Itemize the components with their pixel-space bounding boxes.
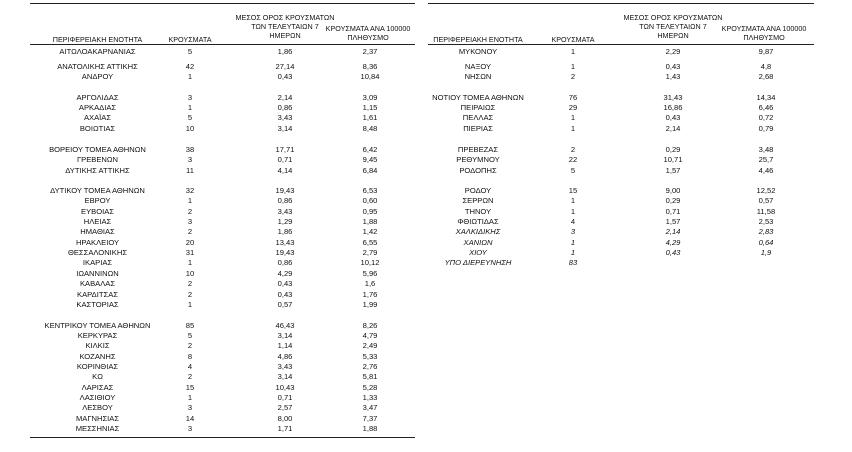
left-bottom-rule <box>30 437 415 438</box>
table-row <box>30 62 415 72</box>
table-row <box>30 186 415 196</box>
cell-region: ΣΕΡΡΩΝ <box>462 196 494 205</box>
cell-cases: 10 <box>185 124 195 133</box>
header-cases <box>160 35 220 44</box>
table-row <box>30 393 415 403</box>
cell-per100k: 1,6 <box>364 279 376 288</box>
cell-per100k: 10,84 <box>360 72 380 81</box>
cell-per100k: 0,79 <box>758 124 774 133</box>
cell-region: ΑΡΚΑΔΙΑΣ <box>78 103 117 112</box>
header-region-label: ΠΕΡΙΦΕΡΕΙΑΚΗ ΕΝΟΤΗΤΑ <box>52 35 143 44</box>
cell-region: ΗΡΑΚΛΕΙΟΥ <box>75 238 120 247</box>
cell-per100k: 6,55 <box>362 238 378 247</box>
cell-per100k: 8,26 <box>362 321 378 330</box>
table-row <box>30 279 415 289</box>
header-avg7-line2: ΤΩΝ ΤΕΛΕΥΤΑΙΩΝ 7 <box>251 22 319 31</box>
left-top-rule <box>30 3 415 4</box>
cell-region: ΤΗΝΟΥ <box>464 207 492 216</box>
cell-region: ΠΕΙΡΑΙΩΣ <box>460 103 496 112</box>
cell-per100k: 4,79 <box>362 331 378 340</box>
cell-avg7: 17,71 <box>275 145 295 154</box>
cell-per100k: 12,52 <box>756 186 776 195</box>
table-row <box>30 403 415 413</box>
cell-region: ΒΟΙΩΤΙΑΣ <box>79 124 116 133</box>
cell-cases: 29 <box>568 103 578 112</box>
table-row <box>30 93 415 103</box>
cell-cases: 2 <box>570 145 576 154</box>
cell-cases: 1 <box>570 124 576 133</box>
cell-avg7: 1,86 <box>277 227 293 236</box>
cell-region: ΙΩΑΝΝΙΝΩΝ <box>76 269 119 278</box>
table-row <box>30 248 415 258</box>
header-avg7-right-line1: ΜΕΣΟΣ ΟΡΟΣ ΚΡΟΥΣΜΑΤΩΝ <box>623 13 723 22</box>
table-row <box>428 47 814 57</box>
cell-per100k: 1,42 <box>362 227 378 236</box>
left-table <box>30 0 415 452</box>
cell-cases: 1 <box>570 196 576 205</box>
cell-cases: 11 <box>186 166 194 175</box>
cell-region: ΜΕΣΣΗΝΙΑΣ <box>75 424 120 433</box>
cell-per100k: 2,49 <box>362 341 378 350</box>
cell-avg7: 1,57 <box>665 166 681 175</box>
cell-region: ΚΙΛΚΙΣ <box>85 341 110 350</box>
cell-cases: 1 <box>570 47 576 56</box>
table-row <box>428 238 814 248</box>
cell-cases: 20 <box>185 238 195 247</box>
cell-avg7: 0,29 <box>665 196 681 205</box>
cell-avg7: 2,14 <box>665 227 681 236</box>
table-row <box>30 321 415 331</box>
table-row <box>30 269 415 279</box>
cell-cases: 1 <box>187 393 193 402</box>
cell-cases: 5 <box>187 113 193 122</box>
cell-region: ΠΕΛΛΑΣ <box>462 113 494 122</box>
table-row <box>30 217 415 227</box>
table-row <box>30 362 415 372</box>
cell-region: ΕΥΒΟΙΑΣ <box>81 207 114 216</box>
table-row <box>30 238 415 248</box>
cell-avg7: 4,29 <box>665 238 681 247</box>
cell-cases: 2 <box>187 279 193 288</box>
cell-per100k: 8,36 <box>362 62 378 71</box>
cell-per100k: 2,83 <box>758 227 774 236</box>
cell-per100k: 0,72 <box>758 113 774 122</box>
cell-avg7: 10,43 <box>275 383 295 392</box>
cell-cases: 1 <box>570 113 576 122</box>
cell-per100k: 9,87 <box>758 47 774 56</box>
cell-region: ΑΧΑΪΑΣ <box>83 113 112 122</box>
cell-region: ΗΛΕΙΑΣ <box>83 217 112 226</box>
header-per100k-line2: ΠΛΗΘΥΣΜΟ <box>347 33 389 42</box>
cell-cases: 1 <box>570 238 576 247</box>
cell-per100k: 4,8 <box>760 62 772 71</box>
table-row <box>30 383 415 393</box>
cell-avg7: 4,86 <box>277 352 293 361</box>
cell-cases: 3 <box>187 424 193 433</box>
cell-cases: 1 <box>570 207 576 216</box>
cell-cases: 42 <box>185 62 195 71</box>
table-row <box>428 166 814 176</box>
cell-avg7: 1,14 <box>277 341 293 350</box>
cell-per100k: 5,28 <box>362 383 378 392</box>
cell-per100k: 5,96 <box>362 269 378 278</box>
cell-per100k: 9,45 <box>362 155 378 164</box>
cell-avg7: 3,14 <box>277 331 293 340</box>
cell-region: ΚΕΝΤΡΙΚΟΥ ΤΟΜΕΑ ΑΘΗΝΩΝ <box>44 321 151 330</box>
cell-region: ΑΝΑΤΟΛΙΚΗΣ ΑΤΤΙΚΗΣ <box>57 62 138 71</box>
table-row <box>428 227 814 237</box>
table-row <box>428 258 814 268</box>
cell-cases: 14 <box>185 414 195 423</box>
cell-per100k: 2,37 <box>362 47 378 56</box>
cell-avg7: 0,71 <box>277 393 293 402</box>
header-avg7-line3: ΗΜΕΡΩΝ <box>269 31 301 40</box>
cell-cases: 5 <box>187 47 193 56</box>
cell-avg7: 3,43 <box>277 207 293 216</box>
table-row <box>428 217 814 227</box>
cell-avg7: 3,14 <box>277 372 293 381</box>
cell-cases: 1 <box>187 258 193 267</box>
left-header-rule <box>30 44 415 45</box>
cell-region: ΠΙΕΡΙΑΣ <box>463 124 493 133</box>
cell-region: ΡΟΔΟΥ <box>464 186 492 195</box>
cell-avg7: 16,86 <box>663 103 683 112</box>
cell-avg7: 0,43 <box>277 290 293 299</box>
cell-cases: 2 <box>187 207 193 216</box>
cell-avg7: 1,29 <box>277 217 293 226</box>
cell-avg7: 4,29 <box>277 269 293 278</box>
table-row <box>30 166 415 176</box>
cell-avg7: 46,43 <box>275 321 295 330</box>
cell-per100k: 3,47 <box>362 403 378 412</box>
cell-region: ΗΜΑΘΙΑΣ <box>80 227 115 236</box>
cell-avg7: 2,57 <box>277 403 293 412</box>
table-row <box>30 124 415 134</box>
cell-per100k: 1,76 <box>362 290 378 299</box>
header-avg7-right-line2: ΤΩΝ ΤΕΛΕΥΤΑΙΩΝ 7 <box>639 22 707 31</box>
cell-cases: 2 <box>187 372 193 381</box>
cell-per100k: 3,09 <box>362 93 378 102</box>
cell-avg7: 3,43 <box>277 113 293 122</box>
cell-cases: 2 <box>187 227 193 236</box>
cell-cases: 3 <box>570 227 576 236</box>
cell-avg7: 0,43 <box>277 279 293 288</box>
cell-region: ΝΟΤΙΟΥ ΤΟΜΕΑ ΑΘΗΝΩΝ <box>432 93 524 102</box>
cell-avg7: 0,86 <box>277 103 293 112</box>
cell-cases: 1 <box>187 300 193 309</box>
cell-per100k: 1,88 <box>362 424 378 433</box>
cell-avg7: 10,71 <box>663 155 683 164</box>
header-cases-right <box>543 35 603 44</box>
table-row <box>30 290 415 300</box>
cell-region: ΚΩ <box>92 372 103 381</box>
header-avg7-right-line3: ΗΜΕΡΩΝ <box>657 31 689 40</box>
cell-cases: 1 <box>187 72 193 81</box>
cell-region: ΝΗΣΩΝ <box>464 72 492 81</box>
cell-per100k: 11,58 <box>756 207 776 216</box>
cell-cases: 83 <box>568 258 578 267</box>
cell-cases: 38 <box>185 145 195 154</box>
cell-per100k: 1,33 <box>362 393 378 402</box>
cell-cases: 85 <box>185 321 195 330</box>
cell-avg7: 0,57 <box>277 300 293 309</box>
cell-cases: 31 <box>185 248 195 257</box>
cell-cases: 22 <box>568 155 578 164</box>
cell-cases: 1 <box>570 248 576 257</box>
cell-avg7: 8,00 <box>277 414 293 423</box>
cell-cases: 3 <box>187 403 193 412</box>
cell-avg7: 0,86 <box>277 258 293 267</box>
cell-region: ΚΑΣΤΟΡΙΑΣ <box>76 300 119 309</box>
cell-region: ΧΑΛΚΙΔΙΚΗΣ <box>455 227 501 236</box>
cell-avg7: 13,43 <box>275 238 295 247</box>
header-per100k-right <box>714 24 814 42</box>
cell-region: ΔΥΤΙΚΗΣ ΑΤΤΙΚΗΣ <box>65 166 130 175</box>
cell-cases: 3 <box>187 217 193 226</box>
table-row <box>30 103 415 113</box>
cell-region: ΛΑΡΙΣΑΣ <box>81 383 114 392</box>
cell-region: ΧΑΝΙΩΝ <box>463 238 493 247</box>
cell-region: ΛΑΣΙΘΙΟΥ <box>79 393 116 402</box>
table-row <box>30 47 415 57</box>
table-row <box>30 207 415 217</box>
cell-cases: 2 <box>570 72 576 81</box>
table-row <box>30 414 415 424</box>
cell-region: ΧΙΟΥ <box>469 248 487 257</box>
cell-avg7: 1,43 <box>665 72 681 81</box>
cell-per100k: 1,15 <box>362 103 378 112</box>
header-avg7-line1: ΜΕΣΟΣ ΟΡΟΣ ΚΡΟΥΣΜΑΤΩΝ <box>235 13 335 22</box>
right-table <box>428 0 814 452</box>
cell-cases: 4 <box>570 217 576 226</box>
header-cases-label: ΚΡΟΥΣΜΑΤΑ <box>168 35 212 44</box>
cell-per100k: 3,48 <box>758 145 774 154</box>
cell-cases: 3 <box>187 93 193 102</box>
cell-per100k: 1,88 <box>362 217 378 226</box>
cell-avg7: 1,86 <box>277 47 293 56</box>
cell-region: ΝΑΞΟΥ <box>464 62 492 71</box>
cell-avg7: 3,43 <box>277 362 293 371</box>
cell-cases: 76 <box>568 93 578 102</box>
table-row <box>428 93 814 103</box>
cell-per100k: 5,81 <box>362 372 378 381</box>
table-row <box>428 62 814 72</box>
cell-cases: 32 <box>185 186 195 195</box>
cell-cases: 1 <box>570 62 576 71</box>
cell-per100k: 1,99 <box>362 300 378 309</box>
cell-region: ΦΘΙΩΤΙΔΑΣ <box>457 217 499 226</box>
table-row <box>30 331 415 341</box>
cell-cases: 15 <box>185 383 195 392</box>
table-row <box>30 145 415 155</box>
cell-region: ΚΟΡΙΝΘΙΑΣ <box>76 362 119 371</box>
cell-region: ΘΕΣΣΑΛΟΝΙΚΗΣ <box>67 248 128 257</box>
cell-per100k: 0,57 <box>758 196 774 205</box>
cell-avg7: 1,71 <box>277 424 293 433</box>
cell-cases: 10 <box>185 269 195 278</box>
cell-avg7: 19,43 <box>275 186 295 195</box>
cell-region: ΠΡΕΒΕΖΑΣ <box>457 145 499 154</box>
cell-per100k: 6,84 <box>362 166 378 175</box>
cell-region: ΥΠΟ ΔΙΕΡΕΥΝΗΣΗ <box>444 258 512 267</box>
table-row <box>428 124 814 134</box>
cell-cases: 15 <box>568 186 578 195</box>
header-region <box>30 35 165 44</box>
cell-cases: 2 <box>187 341 193 350</box>
cell-per100k: 10,12 <box>360 258 380 267</box>
cell-region: ΜΥΚΟΝΟΥ <box>458 47 498 56</box>
table-row <box>428 186 814 196</box>
cell-cases: 1 <box>187 196 193 205</box>
table-row <box>428 196 814 206</box>
cell-region: ΕΒΡΟΥ <box>84 196 111 205</box>
cell-per100k: 2,68 <box>758 72 774 81</box>
cell-per100k: 4,46 <box>758 166 774 175</box>
table-row <box>30 352 415 362</box>
cell-avg7: 31,43 <box>663 93 683 102</box>
table-row <box>30 155 415 165</box>
cell-per100k: 6,46 <box>758 103 774 112</box>
table-row <box>428 145 814 155</box>
cell-cases: 4 <box>187 362 193 371</box>
cell-avg7: 9,00 <box>665 186 681 195</box>
cell-avg7: 0,43 <box>665 113 681 122</box>
cell-avg7: 0,71 <box>665 207 681 216</box>
header-per100k <box>318 24 418 42</box>
table-row <box>30 372 415 382</box>
cell-region: ΜΑΓΝΗΣΙΑΣ <box>75 414 120 423</box>
cell-per100k: 2,76 <box>362 362 378 371</box>
table-row <box>30 300 415 310</box>
table-row <box>428 207 814 217</box>
cell-region: ΚΑΡΔΙΤΣΑΣ <box>77 290 118 299</box>
cell-avg7: 2,14 <box>277 93 293 102</box>
cell-region: ΑΡΓΟΛΙΔΑΣ <box>76 93 119 102</box>
cell-cases: 5 <box>570 166 576 175</box>
cell-per100k: 0,64 <box>758 238 774 247</box>
cell-per100k: 14,34 <box>756 93 776 102</box>
cell-region: ΔΥΤΙΚΟΥ ΤΟΜΕΑ ΑΘΗΝΩΝ <box>50 186 145 195</box>
cell-per100k: 8,48 <box>362 124 378 133</box>
table-row <box>428 72 814 82</box>
header-per100k-line1: ΚΡΟΥΣΜΑΤΑ ΑΝΑ 100000 <box>325 24 411 33</box>
table-row <box>30 424 415 434</box>
cell-cases: 3 <box>187 155 193 164</box>
cell-region: ΡΟΔΟΠΗΣ <box>459 166 497 175</box>
cell-cases: 1 <box>187 103 193 112</box>
cell-per100k: 5,33 <box>362 352 378 361</box>
table-row <box>30 341 415 351</box>
header-region-right-label: ΠΕΡΙΦΕΡΕΙΑΚΗ ΕΝΟΤΗΤΑ <box>433 35 523 44</box>
cell-per100k: 1,9 <box>760 248 772 257</box>
cell-avg7: 19,43 <box>275 248 295 257</box>
table-row <box>30 113 415 123</box>
cell-cases: 5 <box>187 331 193 340</box>
cell-avg7: 0,43 <box>665 62 681 71</box>
cell-per100k: 25,7 <box>758 155 774 164</box>
table-row <box>428 248 814 258</box>
cell-avg7: 27,14 <box>275 62 295 71</box>
cell-per100k: 2,79 <box>362 248 378 257</box>
header-per100k-right-line1: ΚΡΟΥΣΜΑΤΑ ΑΝΑ 100000 <box>721 24 807 33</box>
table-row <box>428 103 814 113</box>
cell-avg7: 3,14 <box>277 124 293 133</box>
table-row <box>30 258 415 268</box>
cell-region: ΚΕΡΚΥΡΑΣ <box>77 331 118 340</box>
table-row <box>428 113 814 123</box>
cell-region: ΒΟΡΕΙΟΥ ΤΟΜΕΑ ΑΘΗΝΩΝ <box>49 145 146 154</box>
table-row <box>428 155 814 165</box>
cell-avg7: 2,29 <box>665 47 681 56</box>
cell-region: ΛΕΣΒΟΥ <box>82 403 113 412</box>
cell-per100k: 6,53 <box>362 186 378 195</box>
cell-avg7: 0,43 <box>277 72 293 81</box>
cell-avg7: 1,57 <box>665 217 681 226</box>
table-row <box>30 72 415 82</box>
cell-avg7: 2,14 <box>665 124 681 133</box>
cell-region: ΚΟΖΑΝΗΣ <box>79 352 116 361</box>
table-row <box>30 227 415 237</box>
cell-region: ΓΡΕΒΕΝΩΝ <box>76 155 119 164</box>
cell-per100k: 0,60 <box>362 196 378 205</box>
cell-region: ΙΚΑΡΙΑΣ <box>82 258 113 267</box>
cell-avg7: 0,29 <box>665 145 681 154</box>
cell-region: ΑΝΔΡΟΥ <box>81 72 114 81</box>
table-row <box>30 196 415 206</box>
cell-avg7: 0,71 <box>277 155 293 164</box>
cell-avg7: 0,86 <box>277 196 293 205</box>
cell-per100k: 7,37 <box>362 414 378 423</box>
cell-avg7: 4,14 <box>277 166 293 175</box>
cell-region: ΚΑΒΑΛΑΣ <box>79 279 116 288</box>
header-region-right <box>428 35 528 44</box>
right-header-rule <box>428 44 814 45</box>
header-cases-right-label: ΚΡΟΥΣΜΑΤΑ <box>551 35 595 44</box>
cell-avg7: 0,43 <box>665 248 681 257</box>
cell-region: ΑΙΤΩΛΟΑΚΑΡΝΑΝΙΑΣ <box>59 47 136 56</box>
cell-region: ΡΕΘΥΜΝΟΥ <box>456 155 500 164</box>
header-per100k-right-line2: ΠΛΗΘΥΣΜΟ <box>743 33 785 42</box>
cell-cases: 8 <box>187 352 193 361</box>
cell-per100k: 1,61 <box>362 113 378 122</box>
cell-per100k: 0,95 <box>362 207 378 216</box>
cell-per100k: 2,53 <box>758 217 774 226</box>
cell-per100k: 6,42 <box>362 145 378 154</box>
right-top-rule <box>428 3 814 4</box>
cell-cases: 2 <box>187 290 193 299</box>
